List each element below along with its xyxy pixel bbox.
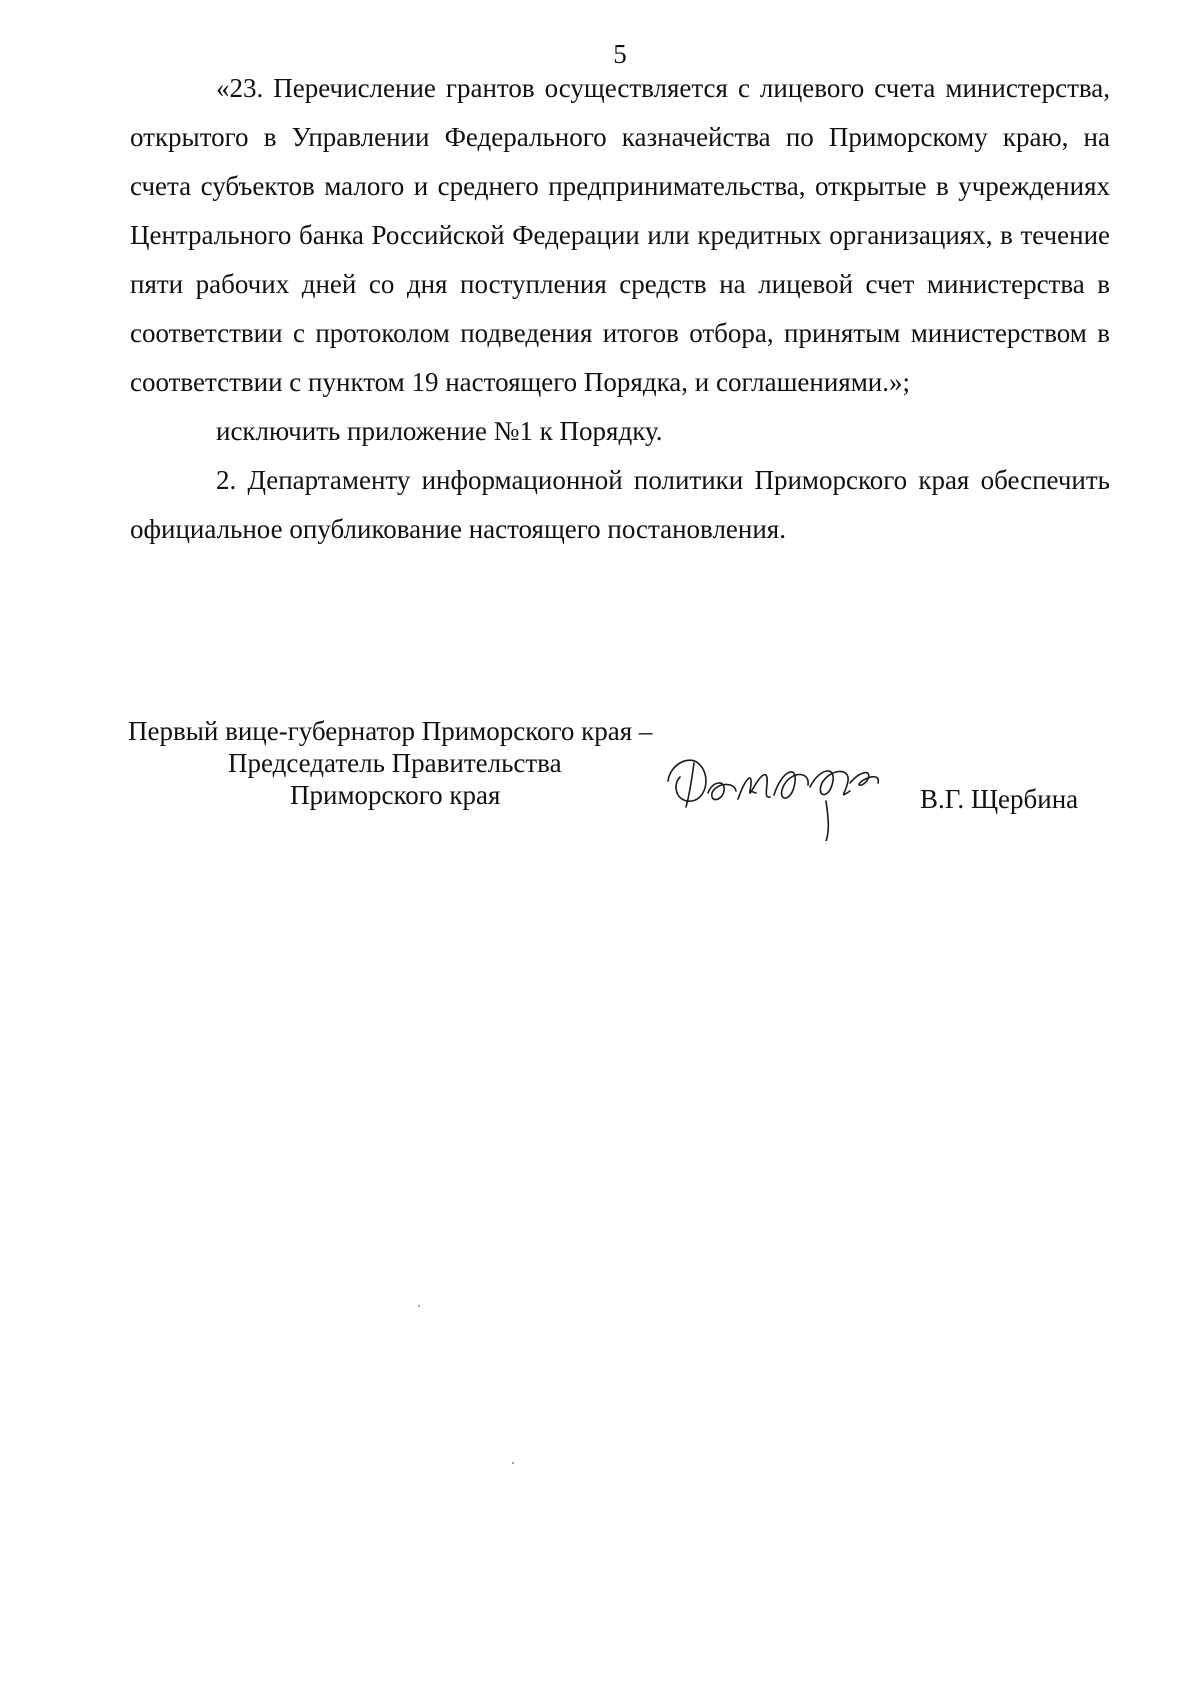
paragraph-exclude-appendix: исключить приложение №1 к Порядку. [216, 416, 663, 446]
paragraph-grant-transfer: «23. Перечисление грантов осуществляется с лицевого счета министерства, открытого в Управлении Федерального казначейства по Приморскому краю, на счета субъектов малого и среднего предпринимательства, открытые в учреждениях Центрального банка Российской Федерации или кредитных организациях, в течение пяти рабочих дней со дня поступления средств на лицевой счет министерства в соответствии с протоколом подведения итогов отбора, принятым министерством в соответствии с пунктом 19 настоящего Порядка, и соглашениями.»; [130, 73, 1110, 397]
signature-block [128, 715, 1118, 835]
signatory-name: В.Г. Щербина [920, 784, 1079, 814]
document-body [130, 64, 1110, 554]
page-number: 5 [613, 39, 627, 69]
signatory-title-line-1: Первый вице-губернатор Приморского края – [128, 716, 653, 746]
signatory-title-line-3: Приморского края [290, 780, 501, 810]
signatory-title-line-2: Председатель Правительства [228, 748, 562, 778]
scan-speck [512, 1462, 514, 1464]
paragraph-publication: 2. Департаменту информационной политики Приморского края обеспечить официальное опубликование настоящего постановления. [130, 465, 1110, 544]
scan-speck [418, 1305, 420, 1307]
handwritten-signature [650, 741, 950, 841]
